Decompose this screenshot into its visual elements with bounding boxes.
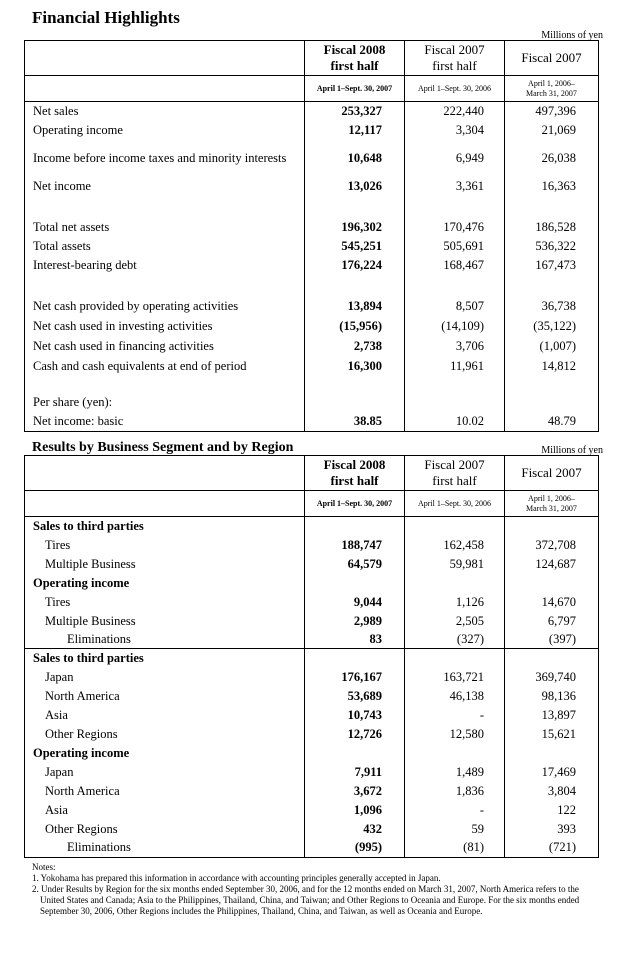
row-label: Tires xyxy=(25,593,305,612)
value-fy2007: 497,396 xyxy=(505,102,599,121)
row-label: Total net assets xyxy=(25,218,305,237)
segment-title: Results by Business Segment and by Region xyxy=(32,440,294,455)
value-fy2008-h1: 13,026 xyxy=(305,177,405,196)
value-fy2008-h1: (995) xyxy=(305,839,405,858)
value-fy2008-h1: 253,327 xyxy=(305,102,405,121)
blank-cell xyxy=(505,744,599,763)
value-fy2008-h1: 9,044 xyxy=(305,593,405,612)
row-label: Eliminations xyxy=(25,839,305,858)
value-fy2007: 16,363 xyxy=(505,177,599,196)
note-1: 1. Yokohama has prepared this information in accordance with accounting principles generally accepted in Japan. xyxy=(32,873,441,883)
row-label: Net income: basic xyxy=(25,412,305,432)
value-fy2007: 48.79 xyxy=(505,412,599,432)
spacer xyxy=(305,275,405,297)
value-fy2007: 14,670 xyxy=(505,593,599,612)
value-fy2008-h1: 16,300 xyxy=(305,357,405,377)
value-fy2007: 369,740 xyxy=(505,668,599,687)
value-fy2007: (721) xyxy=(505,839,599,858)
h2-line2: first half xyxy=(432,473,477,488)
spacer xyxy=(405,275,505,297)
h1-line2: first half xyxy=(330,473,379,488)
value-fy2007: 15,621 xyxy=(505,725,599,744)
value-fy2007: (1,007) xyxy=(505,337,599,357)
period-2007-first-half: April 1–Sept. 30, 2006 xyxy=(405,491,505,517)
row-label: Asia xyxy=(25,706,305,725)
value-fy2007: (35,122) xyxy=(505,317,599,337)
row-label: Interest-bearing debt xyxy=(25,256,305,275)
value-fy2008-h1: 38.85 xyxy=(305,412,405,432)
blank-cell xyxy=(405,744,505,763)
spacer xyxy=(25,196,305,218)
value-fy2007-h1: 10.02 xyxy=(405,412,505,432)
row-label: Japan xyxy=(25,763,305,782)
financial-highlights-title: Financial Highlights xyxy=(32,8,180,27)
value-fy2007-h1: 2,505 xyxy=(405,612,505,631)
header-blank xyxy=(25,41,305,76)
value-fy2007: 17,469 xyxy=(505,763,599,782)
period-2007-first-half: April 1–Sept. 30, 2006 xyxy=(405,76,505,102)
notes-section xyxy=(32,862,582,917)
value-fy2007-h1: 170,476 xyxy=(405,218,505,237)
spacer xyxy=(305,196,405,218)
header-fiscal-2007-first-half xyxy=(405,456,505,491)
value-fy2007-h1: 11,961 xyxy=(405,357,505,377)
row-label: Net cash used in investing activities xyxy=(25,317,305,337)
value-fy2007-h1: 8,507 xyxy=(405,297,505,317)
value-fy2007: 124,687 xyxy=(505,555,599,574)
blank-cell xyxy=(405,394,505,412)
value-fy2007-h1: 12,580 xyxy=(405,725,505,744)
row-label: Net income xyxy=(25,177,305,196)
value-fy2007: (397) xyxy=(505,631,599,649)
row-label: Total assets xyxy=(25,237,305,256)
value-fy2007-h1: (327) xyxy=(405,631,505,649)
row-label: Net sales xyxy=(25,102,305,121)
h1-line1: Fiscal 2008 xyxy=(323,457,386,472)
row-label: Eliminations xyxy=(25,631,305,649)
subheader-blank xyxy=(25,76,305,102)
row-label: North America xyxy=(25,782,305,801)
subheader-blank xyxy=(25,491,305,517)
value-fy2007-h1: 1,836 xyxy=(405,782,505,801)
h2-line1: Fiscal 2007 xyxy=(424,457,485,472)
value-fy2007-h1: 46,138 xyxy=(405,687,505,706)
row-label: Operating income xyxy=(25,121,305,141)
value-fy2008-h1: 1,096 xyxy=(305,801,405,820)
value-fy2007-h1: 3,361 xyxy=(405,177,505,196)
value-fy2007-h1: 162,458 xyxy=(405,536,505,555)
value-fy2008-h1: 12,726 xyxy=(305,725,405,744)
value-fy2007: 186,528 xyxy=(505,218,599,237)
row-label: North America xyxy=(25,687,305,706)
value-fy2007-h1: 3,304 xyxy=(405,121,505,141)
h1-line2: first half xyxy=(330,58,379,73)
row-label: Cash and cash equivalents at end of period xyxy=(25,357,305,377)
value-fy2007-h1: 222,440 xyxy=(405,102,505,121)
section-heading: Operating income xyxy=(25,574,305,593)
blank-cell xyxy=(305,574,405,593)
section-heading: Sales to third parties xyxy=(25,649,305,668)
value-fy2008-h1: 176,224 xyxy=(305,256,405,275)
spacer xyxy=(405,196,505,218)
header-fiscal-2007: Fiscal 2007 xyxy=(505,456,599,491)
value-fy2008-h1: 545,251 xyxy=(305,237,405,256)
row-label: Income before income taxes and minority interests xyxy=(25,141,305,177)
value-fy2008-h1: 10,648 xyxy=(305,141,405,177)
row-label: Net cash provided by operating activities xyxy=(25,297,305,317)
value-fy2007: 98,136 xyxy=(505,687,599,706)
blank-cell xyxy=(305,517,405,536)
seg-unit-label: Millions of yen xyxy=(541,445,603,456)
value-fy2008-h1: 7,911 xyxy=(305,763,405,782)
value-fy2007: 536,322 xyxy=(505,237,599,256)
value-fy2008-h1: 196,302 xyxy=(305,218,405,237)
value-fy2008-h1: 188,747 xyxy=(305,536,405,555)
p3-line2: March 31, 2007 xyxy=(526,503,577,513)
p3-line2: March 31, 2007 xyxy=(526,88,577,98)
value-fy2007-h1: 1,126 xyxy=(405,593,505,612)
value-fy2007-h1: 505,691 xyxy=(405,237,505,256)
value-fy2007-h1: 163,721 xyxy=(405,668,505,687)
value-fy2007-h1: - xyxy=(405,801,505,820)
value-fy2007: 122 xyxy=(505,801,599,820)
value-fy2007: 372,708 xyxy=(505,536,599,555)
blank-cell xyxy=(305,394,405,412)
row-label: Asia xyxy=(25,801,305,820)
section-heading: Operating income xyxy=(25,744,305,763)
header-blank xyxy=(25,456,305,491)
spacer xyxy=(25,377,305,394)
spacer xyxy=(505,377,599,394)
value-fy2008-h1: 3,672 xyxy=(305,782,405,801)
value-fy2007: 167,473 xyxy=(505,256,599,275)
value-fy2008-h1: (15,956) xyxy=(305,317,405,337)
value-fy2008-h1: 176,167 xyxy=(305,668,405,687)
financial-highlights-table xyxy=(24,40,599,432)
period-fiscal-2007 xyxy=(505,76,599,102)
blank-cell xyxy=(305,744,405,763)
spacer xyxy=(505,196,599,218)
blank-cell xyxy=(505,394,599,412)
blank-cell xyxy=(405,574,505,593)
spacer xyxy=(25,275,305,297)
value-fy2008-h1: 432 xyxy=(305,820,405,839)
fh-unit-label: Millions of yen xyxy=(541,30,603,41)
row-label: Multiple Business xyxy=(25,555,305,574)
value-fy2008-h1: 12,117 xyxy=(305,121,405,141)
value-fy2007-h1: 3,706 xyxy=(405,337,505,357)
header-fiscal-2007: Fiscal 2007 xyxy=(505,41,599,76)
value-fy2007-h1: 59 xyxy=(405,820,505,839)
header-fiscal-2007-first-half xyxy=(405,41,505,76)
spacer xyxy=(305,377,405,394)
header-fiscal-2008-first-half xyxy=(305,41,405,76)
value-fy2007: 393 xyxy=(505,820,599,839)
blank-cell xyxy=(505,517,599,536)
value-fy2008-h1: 83 xyxy=(305,631,405,649)
blank-cell xyxy=(405,649,505,668)
section-heading: Sales to third parties xyxy=(25,517,305,536)
row-label: Other Regions xyxy=(25,725,305,744)
header-fiscal-2008-first-half xyxy=(305,456,405,491)
period-2008-first-half: April 1–Sept. 30, 2007 xyxy=(305,76,405,102)
spacer xyxy=(505,275,599,297)
value-fy2007: 3,804 xyxy=(505,782,599,801)
row-label: Tires xyxy=(25,536,305,555)
value-fy2008-h1: 2,738 xyxy=(305,337,405,357)
blank-cell xyxy=(505,574,599,593)
value-fy2007-h1: 168,467 xyxy=(405,256,505,275)
value-fy2007-h1: 1,489 xyxy=(405,763,505,782)
value-fy2007: 13,897 xyxy=(505,706,599,725)
value-fy2008-h1: 2,989 xyxy=(305,612,405,631)
value-fy2008-h1: 53,689 xyxy=(305,687,405,706)
note-2: 2. Under Results by Region for the six months ended September 30, 2006, and for the 12 months ended on March 31, 2007, North America refers to the United States and Canada; Asia to the Philippines, Thailand, China, and Taiwan; and Other Regions to Oceania and Europe. For the six months ended September 30, 2006, Other Regions includes the Philippines, Thailand, China, and Taiwan, as well as Oceania and Europe. xyxy=(32,884,580,916)
h1-line1: Fiscal 2008 xyxy=(323,42,386,57)
value-fy2008-h1: 64,579 xyxy=(305,555,405,574)
value-fy2007-h1: 6,949 xyxy=(405,141,505,177)
row-label: Other Regions xyxy=(25,820,305,839)
value-fy2007: 21,069 xyxy=(505,121,599,141)
period-2008-first-half: April 1–Sept. 30, 2007 xyxy=(305,491,405,517)
value-fy2007: 26,038 xyxy=(505,141,599,177)
value-fy2007-h1: (14,109) xyxy=(405,317,505,337)
p3-line1: April 1, 2006– xyxy=(528,78,575,88)
spacer xyxy=(405,377,505,394)
h2-line2: first half xyxy=(432,58,477,73)
value-fy2007: 36,738 xyxy=(505,297,599,317)
value-fy2007: 14,812 xyxy=(505,357,599,377)
blank-cell xyxy=(405,517,505,536)
p3-line1: April 1, 2006– xyxy=(528,493,575,503)
blank-cell xyxy=(505,649,599,668)
period-fiscal-2007 xyxy=(505,491,599,517)
h2-line1: Fiscal 2007 xyxy=(424,42,485,57)
value-fy2008-h1: 13,894 xyxy=(305,297,405,317)
blank-cell xyxy=(305,649,405,668)
row-label: Multiple Business xyxy=(25,612,305,631)
per-share-heading: Per share (yen): xyxy=(25,394,305,412)
value-fy2007-h1: (81) xyxy=(405,839,505,858)
row-label: Japan xyxy=(25,668,305,687)
row-label: Net cash used in financing activities xyxy=(25,337,305,357)
segment-table xyxy=(24,455,599,858)
notes-heading: Notes: xyxy=(32,862,56,872)
value-fy2007-h1: - xyxy=(405,706,505,725)
value-fy2007-h1: 59,981 xyxy=(405,555,505,574)
value-fy2008-h1: 10,743 xyxy=(305,706,405,725)
value-fy2007: 6,797 xyxy=(505,612,599,631)
